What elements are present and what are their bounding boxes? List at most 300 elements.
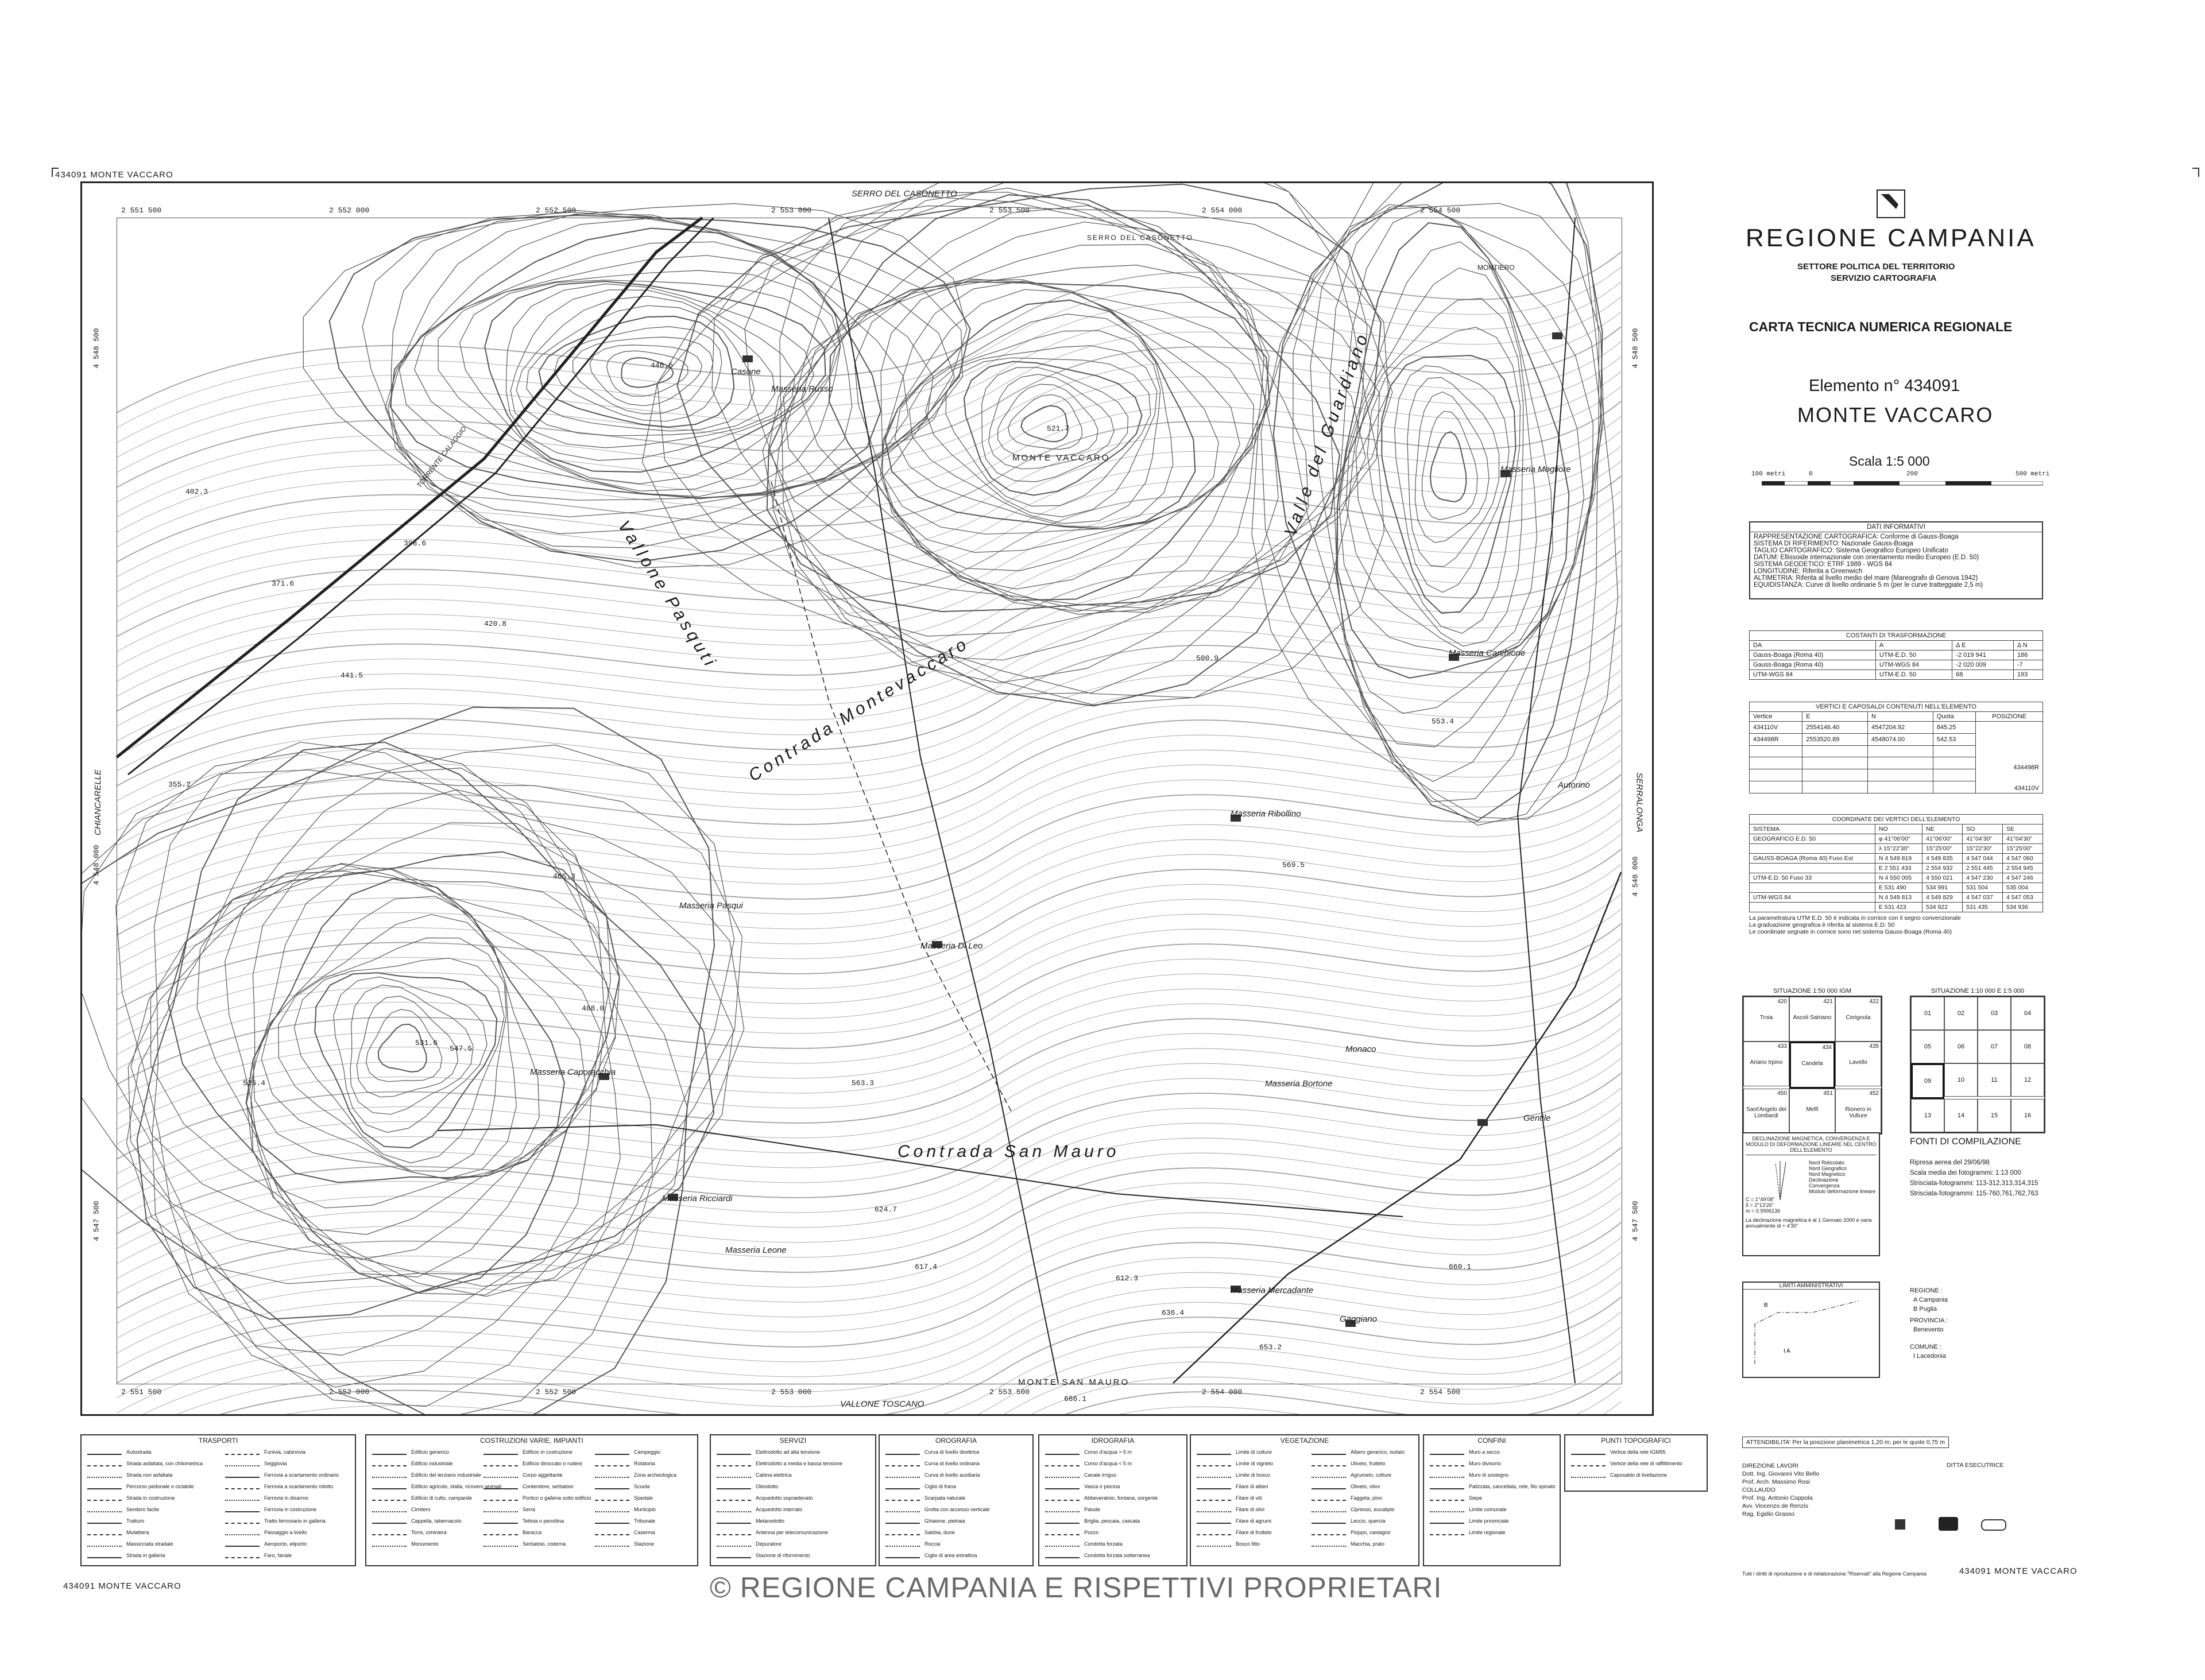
costanti-title: COSTANTI DI TRASFORMAZIONE bbox=[1750, 631, 2043, 641]
legend-label: Oleodotto bbox=[756, 1484, 779, 1489]
declinazione-box bbox=[1742, 1132, 1880, 1256]
legend-label: Uliveto, frutteto bbox=[1351, 1461, 1386, 1466]
situazione-50-box bbox=[1742, 988, 1882, 1135]
declinazione-line: Declinazione bbox=[1809, 1177, 1839, 1183]
legend-symbol bbox=[1197, 1541, 1231, 1547]
legend-label: Contenitore, serbatoio bbox=[523, 1484, 574, 1489]
legend-symbol bbox=[1571, 1472, 1606, 1478]
legend-label: Corso d'acqua > 5 m bbox=[1084, 1449, 1132, 1455]
legend-symbol bbox=[717, 1472, 751, 1478]
place-monte-san-mauro: MONTE SAN MAURO bbox=[1018, 1377, 1130, 1387]
situazione-10-cell: 07 bbox=[1978, 1030, 2011, 1063]
legend-symbol bbox=[225, 1507, 260, 1512]
place-monte-vaccaro: MONTE VACCARO bbox=[1012, 453, 1111, 463]
legend-symbol bbox=[225, 1541, 260, 1547]
legend-label: Massicciata stradale bbox=[126, 1541, 173, 1547]
coord-cell: 4 549 835 bbox=[1922, 854, 1963, 864]
direzione-line: DIREZIONE LAVORI bbox=[1742, 1462, 1798, 1469]
situazione-10-cell: 08 bbox=[2011, 1030, 2044, 1063]
legend-label: Filare di viti bbox=[1236, 1495, 1262, 1501]
legend-symbol bbox=[885, 1449, 920, 1455]
legend-symbol bbox=[595, 1495, 629, 1501]
situazione-10-cell: 10 bbox=[1944, 1063, 1978, 1097]
legend-symbol bbox=[885, 1507, 920, 1512]
situazione-10-cell: 05 bbox=[1911, 1030, 1944, 1063]
declinazione-title: DECLINAZIONE MAGNETICA, CONVERGENZA E MODULO DI DEFORMAZIONE LINEARE NEL CENTRO DELL'ELEMENTO bbox=[1746, 1136, 1877, 1155]
fonti-line: Scala media dei fotogrammi: 1:13 000 bbox=[1910, 1170, 2021, 1176]
svg-text:B: B bbox=[1764, 1302, 1768, 1309]
direzione-line: Prof. Arch. Massimo Rosi bbox=[1742, 1478, 1810, 1485]
dati-line: TAGLIO CARTOGRAFICO: Sistema Geografico Europeo Unificato bbox=[1754, 547, 1948, 554]
legend-title: SERVIZI bbox=[779, 1437, 807, 1445]
coord-cell: N 4 549 819 bbox=[1875, 854, 1922, 864]
legend-label: Briglia, pescaia, cascata bbox=[1084, 1518, 1140, 1524]
limiti-box bbox=[1742, 1282, 1880, 1378]
legend-label: Stazione bbox=[634, 1541, 655, 1547]
costanti-cell: Gauss-Boaga (Roma 40) bbox=[1750, 660, 1876, 670]
coord-cell: 2 551 445 bbox=[1963, 864, 2003, 873]
legend-symbol bbox=[885, 1495, 920, 1501]
legend-label: Portico o galleria sotto edificio bbox=[523, 1495, 591, 1501]
situazione-50-name: Sant'Angelo dei Lombardi bbox=[1746, 1106, 1786, 1119]
coord-bottom: 2 553 500 bbox=[989, 1388, 1030, 1396]
legend-label: Stazione di rifornimento bbox=[756, 1553, 810, 1558]
coord-cell: 531 504 bbox=[1963, 883, 2003, 893]
legend-label: Cappella, tabernacolo bbox=[411, 1518, 462, 1524]
situazione-50-cell bbox=[1789, 1089, 1835, 1133]
place-gentile: Gentile bbox=[1523, 1113, 1551, 1123]
provincia-item: Benevento bbox=[1913, 1326, 1944, 1333]
legend-label: Vertice della rete di raffittimento bbox=[1610, 1461, 1682, 1466]
coord-note: La graduazione geografica è riferita al sistema E.D. 50 bbox=[1749, 922, 1895, 928]
costanti-head: A bbox=[1875, 641, 1952, 651]
legend-label: Strada asfaltata, con chilometrica bbox=[126, 1461, 203, 1466]
legend-title: OROGRAFIA bbox=[935, 1437, 977, 1445]
coord-left: 4 548 000 bbox=[92, 845, 101, 885]
situazione-50-number: 433 bbox=[1777, 1043, 1787, 1050]
legend-label: Caposaldo di livellazione bbox=[1610, 1472, 1668, 1478]
dati-line: SISTEMA DI RIFERIMENTO: Nazionale Gauss-Boaga bbox=[1754, 540, 1913, 547]
coord-cell: 2 554 945 bbox=[2003, 864, 2043, 873]
legend-symbol bbox=[595, 1461, 629, 1466]
legend-label: Siepe bbox=[1469, 1495, 1483, 1501]
legend-label: Bosco fitto bbox=[1236, 1541, 1260, 1547]
legend-label: Curva di livello ausiliaria bbox=[924, 1472, 980, 1478]
legend-label: Cimitero bbox=[411, 1507, 431, 1512]
legend-label: Antenna per telecomunicazione bbox=[756, 1530, 829, 1535]
spot-height: 547.5 bbox=[450, 1044, 473, 1053]
legend-symbol bbox=[225, 1530, 260, 1535]
legend-symbol bbox=[1430, 1495, 1464, 1501]
corner-mark-tr bbox=[2192, 168, 2199, 177]
spot-height: 563.3 bbox=[852, 1079, 875, 1087]
coord-cell: N 4 550 005 bbox=[1875, 873, 1922, 883]
legend-symbol bbox=[595, 1530, 629, 1535]
legend-symbol bbox=[1197, 1507, 1231, 1512]
situazione-50-number: 435 bbox=[1869, 1043, 1879, 1050]
place-masseria-carchione: Masseria Carchione bbox=[1449, 648, 1526, 658]
legend-symbol bbox=[1197, 1530, 1231, 1535]
declinazione-value: δ = 2°13'26" bbox=[1746, 1202, 1774, 1208]
legend-label: Funivia, cabinovia bbox=[264, 1449, 306, 1455]
legend-label: Strada in costruzione bbox=[126, 1495, 175, 1501]
legend-symbol bbox=[87, 1461, 122, 1466]
declinazione-value: m = 0.9996136 bbox=[1746, 1208, 1781, 1214]
legend-symbol bbox=[885, 1484, 920, 1489]
coord-head: NO bbox=[1875, 824, 1922, 834]
situazione-50-name: Troia bbox=[1759, 1015, 1773, 1021]
coord-cell: 4 547 037 bbox=[1963, 893, 2003, 903]
legend-symbol bbox=[225, 1449, 260, 1455]
legend-symbol bbox=[717, 1507, 751, 1512]
spot-height: 441.5 bbox=[341, 671, 363, 680]
legend-label: Muro divisorio bbox=[1469, 1461, 1502, 1466]
coord-system: UTM-WGS 84 bbox=[1750, 893, 1875, 903]
vertici-cell: 434498R bbox=[1750, 733, 1802, 745]
fonti-line: Strisciata-fotogrammi: 113-312,313,314,315 bbox=[1910, 1180, 2038, 1187]
legend-label: Albero generico, isolato bbox=[1351, 1449, 1405, 1455]
legend-symbol bbox=[483, 1541, 518, 1547]
dati-line: SISTEMA GEODETICO: ETRF 1989 - WGS 84 bbox=[1754, 561, 1892, 568]
legend-symbol bbox=[1312, 1461, 1346, 1466]
coord-top: 2 553 500 bbox=[989, 206, 1030, 215]
coord-top: 2 552 500 bbox=[536, 206, 577, 215]
legend-label: Cipresso, eucalipto bbox=[1351, 1507, 1395, 1512]
legend-label: Tratto ferroviario in galleria bbox=[264, 1518, 326, 1524]
regione-item: B Puglia bbox=[1913, 1306, 1937, 1313]
spot-height: 398.6 bbox=[404, 539, 427, 548]
legend-label: Edificio agricolo, stalla, ricovero animali bbox=[411, 1484, 502, 1489]
legend-symbol bbox=[1430, 1449, 1464, 1455]
legend-label: Curva di livello direttrice bbox=[924, 1449, 980, 1455]
legend-symbol bbox=[225, 1484, 260, 1489]
dati-line: LONGITUDINE: Riferita a Greenwich bbox=[1754, 568, 1863, 575]
legend-symbol bbox=[1312, 1449, 1346, 1455]
costanti-cell: -2 019 941 bbox=[1952, 651, 2014, 660]
legend-symbol bbox=[1045, 1553, 1080, 1558]
legend-label: Caserma bbox=[634, 1530, 655, 1535]
situazione-50-number: 434 bbox=[1822, 1044, 1832, 1051]
legend-trasporti bbox=[80, 1434, 356, 1566]
legend-label: Faggeta, pino bbox=[1351, 1495, 1383, 1501]
legend-label: Muro di sostegno bbox=[1469, 1472, 1509, 1478]
situazione-10-cell: 06 bbox=[1944, 1030, 1978, 1063]
coord-cell: 41°04'30" bbox=[2003, 834, 2043, 844]
situazione-10-cell: 09 bbox=[1911, 1063, 1944, 1099]
legend-symbol bbox=[87, 1518, 122, 1524]
costanti-cell: 68 bbox=[1952, 670, 2014, 680]
spot-height: 686.1 bbox=[1064, 1395, 1087, 1403]
legend-symbol bbox=[885, 1472, 920, 1478]
legend-symbol bbox=[717, 1461, 751, 1466]
situazione-50-cell bbox=[1789, 1042, 1835, 1089]
legend-label: Scuola bbox=[634, 1484, 650, 1489]
situazione-10-cell: 13 bbox=[1911, 1099, 1944, 1132]
spot-height: 612.3 bbox=[1116, 1274, 1139, 1283]
situazione-10-cell: 04 bbox=[2011, 997, 2044, 1030]
logo-rpa-icon bbox=[1939, 1517, 1958, 1531]
dept-line-2: SERVIZIO CARTOGRAFIA bbox=[1831, 273, 1937, 283]
legend-symbol bbox=[1430, 1530, 1464, 1535]
situazione-10-cell: 02 bbox=[1944, 997, 1978, 1030]
legend-label: Scarpata naturale bbox=[924, 1495, 966, 1501]
place-masseria-mogliore: Masseria Mogliore bbox=[1500, 464, 1571, 474]
legend-symbol bbox=[225, 1518, 260, 1524]
place-masseria-bortone: Masseria Bortone bbox=[1265, 1079, 1333, 1089]
legend-symbol bbox=[372, 1461, 407, 1466]
legend-label: Vasca o piscina bbox=[1084, 1484, 1120, 1489]
vertici-cell: 2553520.89 bbox=[1802, 733, 1868, 745]
legend-label: Leccio, quercia bbox=[1351, 1518, 1386, 1524]
svg-text:I A: I A bbox=[1784, 1348, 1790, 1354]
vertici-head: Vertice bbox=[1750, 712, 1802, 722]
coord-top: 2 554 500 bbox=[1420, 206, 1461, 215]
vertici-cell: 2554146.40 bbox=[1802, 722, 1868, 734]
legend-label: Sentiero facile bbox=[126, 1507, 160, 1512]
right-name: SERRALONGA bbox=[1634, 772, 1645, 833]
legend-symbol bbox=[87, 1472, 122, 1478]
coord-top: 2 553 000 bbox=[771, 206, 812, 215]
situazione-50-cell bbox=[1835, 1089, 1881, 1133]
sheet-label-bottom-right: 434091 MONTE VACCARO bbox=[1959, 1566, 2078, 1576]
coord-cell: 531 435 bbox=[1963, 903, 2003, 912]
coord-bottom: 2 554 500 bbox=[1420, 1388, 1461, 1396]
legend-label: Filare di agrumi bbox=[1236, 1518, 1272, 1524]
situazione-50-number: 421 bbox=[1823, 998, 1833, 1005]
top-name: SERRO DEL CASONETTO bbox=[852, 189, 957, 199]
legend-symbol bbox=[717, 1541, 751, 1547]
legend-label: Edificio industriale bbox=[411, 1461, 453, 1466]
legend-symbol bbox=[483, 1449, 518, 1455]
sheet-label-bottom-left: 434091 MONTE VACCARO bbox=[63, 1581, 181, 1591]
legend-symbol bbox=[1430, 1484, 1464, 1489]
legend-symbol bbox=[717, 1449, 751, 1455]
legend-symbol bbox=[1312, 1518, 1346, 1524]
legend-label: Muro a secco bbox=[1469, 1449, 1500, 1455]
legend-label: Cabina elettrica bbox=[756, 1472, 792, 1478]
legend-orografia bbox=[879, 1434, 1034, 1566]
legend-symbol bbox=[1312, 1541, 1346, 1547]
coord-cell: φ 41°06'00" bbox=[1875, 834, 1922, 844]
legend-symbol bbox=[483, 1484, 518, 1489]
vertici-side: 434498R bbox=[2013, 764, 2039, 771]
legend-label: Condotta forzata bbox=[1084, 1541, 1123, 1547]
legend-symbol bbox=[1045, 1484, 1080, 1489]
legend-symbol bbox=[717, 1518, 751, 1524]
legend-label: Vertice della rete IGM95 bbox=[1610, 1449, 1666, 1455]
place-valle-del-guardiano: Valle del Guardiano bbox=[1281, 329, 1373, 539]
legend-label: Limite di colture bbox=[1236, 1449, 1272, 1455]
element-number: Elemento n° 434091 bbox=[1809, 377, 1960, 395]
legend-symbol bbox=[1045, 1495, 1080, 1501]
legend-label: Agrumeto, colture bbox=[1351, 1472, 1392, 1478]
coord-left: 4 547 500 bbox=[92, 1201, 101, 1241]
costanti-cell: 186 bbox=[2013, 651, 2042, 660]
declinazione-line: Nord Geografico bbox=[1809, 1166, 1847, 1171]
coord-cell: 534 922 bbox=[1922, 903, 1963, 912]
dept-line-1: SETTORE POLITICA DEL TERRITORIO bbox=[1797, 262, 1955, 272]
situazione-10-cell: 12 bbox=[2011, 1063, 2044, 1097]
vertici-title: VERTICI E CAPOSALDI CONTENUTI NELL'ELEMENTO bbox=[1750, 702, 2043, 712]
legend-label: Palizzata, cancellata, rete, filo spinato bbox=[1469, 1484, 1556, 1489]
legend-symbol bbox=[372, 1541, 407, 1547]
declinazione-note: La declinazione magnetica è al 1 Gennaio 2000 e varia annualmente di + 4'30" bbox=[1746, 1217, 1872, 1229]
legend-symbol bbox=[483, 1518, 518, 1524]
spot-height: 371.6 bbox=[272, 579, 295, 588]
attendibilita-box: ATTENDIBILITA' Per la posizione planimetrica 1,20 m; per le quote 0,75 m bbox=[1742, 1437, 1949, 1448]
legend-label: Ferrovia in costruzione bbox=[264, 1507, 317, 1512]
legend-label: Strada in galleria bbox=[126, 1553, 165, 1558]
legend-label: Edificio del terziario industriale bbox=[411, 1472, 481, 1478]
place-masseria-di-leo: Masseria Di Leo bbox=[920, 941, 983, 951]
dati-line: DATUM: Ellissoide internazionale con orientamento medio Europeo (E.D. 50) bbox=[1754, 554, 1979, 561]
legend-label: Acquedotto interrato bbox=[756, 1507, 803, 1512]
logo-1-icon bbox=[1895, 1519, 1905, 1530]
coord-note: La parametratura UTM E.D. 50 è indicata in cornice con il segno convenzionale bbox=[1749, 915, 1961, 922]
spot-height: 488.0 bbox=[582, 1004, 605, 1013]
vertici-cell: 542.53 bbox=[1933, 733, 1976, 745]
legend-label: Ciglio di frana bbox=[924, 1484, 957, 1489]
coord-cell: 15°25'00" bbox=[2003, 844, 2043, 854]
scale-label: 100 metri bbox=[1751, 471, 1786, 478]
legend-symbol bbox=[595, 1541, 629, 1547]
legend-symbol bbox=[885, 1518, 920, 1524]
place-contrada-montevaccaro: Contrada Montevaccaro bbox=[745, 633, 973, 785]
legend-symbol bbox=[1045, 1530, 1080, 1535]
legend-servizi bbox=[710, 1434, 876, 1566]
legend-label: Palude bbox=[1084, 1507, 1101, 1512]
place-masseria-ricciardi: Masseria Ricciardi bbox=[662, 1194, 733, 1203]
legend-label: Edificio di culto, campanile bbox=[411, 1495, 473, 1501]
place-masseria-pasqui: Masseria Pasqui bbox=[679, 901, 743, 911]
legend-label: Ferrovia in disarmo bbox=[264, 1495, 309, 1501]
situazione-50-number: 450 bbox=[1777, 1090, 1787, 1097]
place-masseria-mercadante: Masseria Mercadante bbox=[1231, 1286, 1314, 1295]
legend-label: Canale irriguo bbox=[1084, 1472, 1117, 1478]
vertici-head: E bbox=[1802, 712, 1868, 722]
dati-line: ALTIMETRIA: Riferita al livello medio del mare (Mareografo di Genova 1942) bbox=[1754, 575, 1978, 582]
legend-symbol bbox=[717, 1553, 751, 1558]
legend-title: IDROGRAFIA bbox=[1091, 1437, 1135, 1445]
legend-symbol bbox=[1197, 1461, 1231, 1466]
legend-symbol bbox=[225, 1461, 260, 1466]
legend-label: Aeroporto, eliporto bbox=[264, 1541, 307, 1547]
scale-bar-graphic bbox=[1762, 481, 2043, 494]
legend-label: Torre, ciminiera bbox=[411, 1530, 447, 1535]
legend-label: Condotta forzata sotterranea bbox=[1084, 1553, 1150, 1558]
legend-label: Ciglio di area estrattiva bbox=[924, 1553, 977, 1558]
vertici-head: Quota bbox=[1933, 712, 1976, 722]
legend-symbol bbox=[717, 1484, 751, 1489]
legend-symbol bbox=[1312, 1484, 1346, 1489]
coord-cell: 534 991 bbox=[1922, 883, 1963, 893]
legend-symbol bbox=[717, 1495, 751, 1501]
vertici-head: POSIZIONE bbox=[1976, 712, 2043, 722]
coord-cell: E 531 423 bbox=[1875, 903, 1922, 912]
company-logos bbox=[1895, 1516, 2038, 1539]
legend-symbol bbox=[1430, 1507, 1464, 1512]
coord-cell: E 2 551 433 bbox=[1875, 864, 1922, 873]
legend-symbol bbox=[225, 1472, 260, 1478]
legend-label: Pioppo, castagno bbox=[1351, 1530, 1391, 1535]
legend-symbol bbox=[1045, 1472, 1080, 1478]
legend-confini bbox=[1423, 1434, 1561, 1566]
bottom-name: VALLONE TOSCANO bbox=[840, 1399, 924, 1409]
place-masseria-russo: Masseria Russo bbox=[771, 384, 833, 394]
situazione-50-number: 452 bbox=[1869, 1090, 1879, 1097]
legend-label: Baracca bbox=[523, 1530, 542, 1535]
legend-symbol bbox=[372, 1507, 407, 1512]
coord-top: 2 551 500 bbox=[121, 206, 162, 215]
legend-label: Faro, fanale bbox=[264, 1553, 292, 1558]
place-monaco: Monaco bbox=[1345, 1044, 1376, 1054]
scale-label: 500 metri bbox=[2016, 471, 2050, 478]
legend-symbol bbox=[1571, 1461, 1606, 1466]
legend-symbol bbox=[1045, 1518, 1080, 1524]
legend-symbol bbox=[1045, 1449, 1080, 1455]
legend-label: Metanodotto bbox=[756, 1518, 785, 1524]
ditta-title: DITTA ESECUTRICE bbox=[1947, 1462, 2004, 1469]
legend-label: Edificio diroccato o rudere bbox=[523, 1461, 583, 1466]
legend-symbol bbox=[372, 1495, 407, 1501]
coord-bottom: 2 552 500 bbox=[536, 1388, 577, 1396]
legend-label: Campeggio bbox=[634, 1449, 661, 1455]
legend-label: Edificio generico bbox=[411, 1449, 450, 1455]
legend-label: Municipio bbox=[634, 1507, 656, 1512]
legend-label: Spedale bbox=[634, 1495, 653, 1501]
spot-height: 525.4 bbox=[243, 1079, 266, 1087]
legend-label: Filare di alberi bbox=[1236, 1484, 1268, 1489]
legend-symbol bbox=[87, 1553, 122, 1558]
legend-label: Percorso pedonale o ciclabile bbox=[126, 1484, 194, 1489]
legend-label: Edificio in costruzione bbox=[523, 1449, 573, 1455]
coord-right: 4 548 000 bbox=[1631, 856, 1640, 897]
legend-symbol bbox=[1197, 1518, 1231, 1524]
coord-system bbox=[1750, 864, 1875, 873]
dati-informativi-box bbox=[1749, 521, 2043, 599]
costanti-cell: UTM-E.D. 50 bbox=[1875, 651, 1952, 660]
legend-label: Limite provinciale bbox=[1469, 1518, 1509, 1524]
spot-height: 624.7 bbox=[875, 1205, 898, 1214]
spot-height: 500.9 bbox=[1196, 654, 1219, 663]
coord-head: SE bbox=[2003, 824, 2043, 834]
legend-title: PUNTI TOPOGRAFICI bbox=[1601, 1437, 1671, 1445]
spot-height: 402.3 bbox=[185, 487, 208, 496]
situazione-50-cell bbox=[1743, 1042, 1789, 1086]
regione-label: REGIONE : bbox=[1910, 1287, 1943, 1294]
situazione-10-title: SITUAZIONE 1:10 000 E 1:5 000 bbox=[1931, 988, 2025, 994]
limiti-title: LIMITI AMMINISTRATIVI bbox=[1743, 1283, 1879, 1290]
legend-label: Passaggio a livello bbox=[264, 1530, 307, 1535]
legend-symbol bbox=[1571, 1449, 1606, 1455]
coord-cell: 4 550 021 bbox=[1922, 873, 1963, 883]
coord-top: 2 552 000 bbox=[329, 206, 370, 215]
spot-height: 446.6 bbox=[651, 361, 674, 370]
spot-height: 636.4 bbox=[1162, 1309, 1185, 1317]
situazione-10-cell: 16 bbox=[2011, 1099, 2044, 1132]
limiti-legend bbox=[1910, 1286, 1948, 1361]
sheet-name: MONTE VACCARO bbox=[1797, 403, 1994, 427]
legend-vegetazione bbox=[1190, 1434, 1419, 1566]
situazione-50-name: Lavello bbox=[1849, 1059, 1867, 1066]
legend-label: Tettoia o pensilina bbox=[523, 1518, 564, 1524]
situazione-50-number: 451 bbox=[1823, 1090, 1833, 1097]
direzione-line: Dott. Ing. Giovanni Vito Bello bbox=[1742, 1470, 1820, 1477]
legend-symbol bbox=[87, 1530, 122, 1535]
legend-symbol bbox=[1312, 1472, 1346, 1478]
place-contrada-san-mauro: Contrada San Mauro bbox=[898, 1142, 1120, 1161]
situazione-10-cell: 11 bbox=[1978, 1063, 2011, 1097]
